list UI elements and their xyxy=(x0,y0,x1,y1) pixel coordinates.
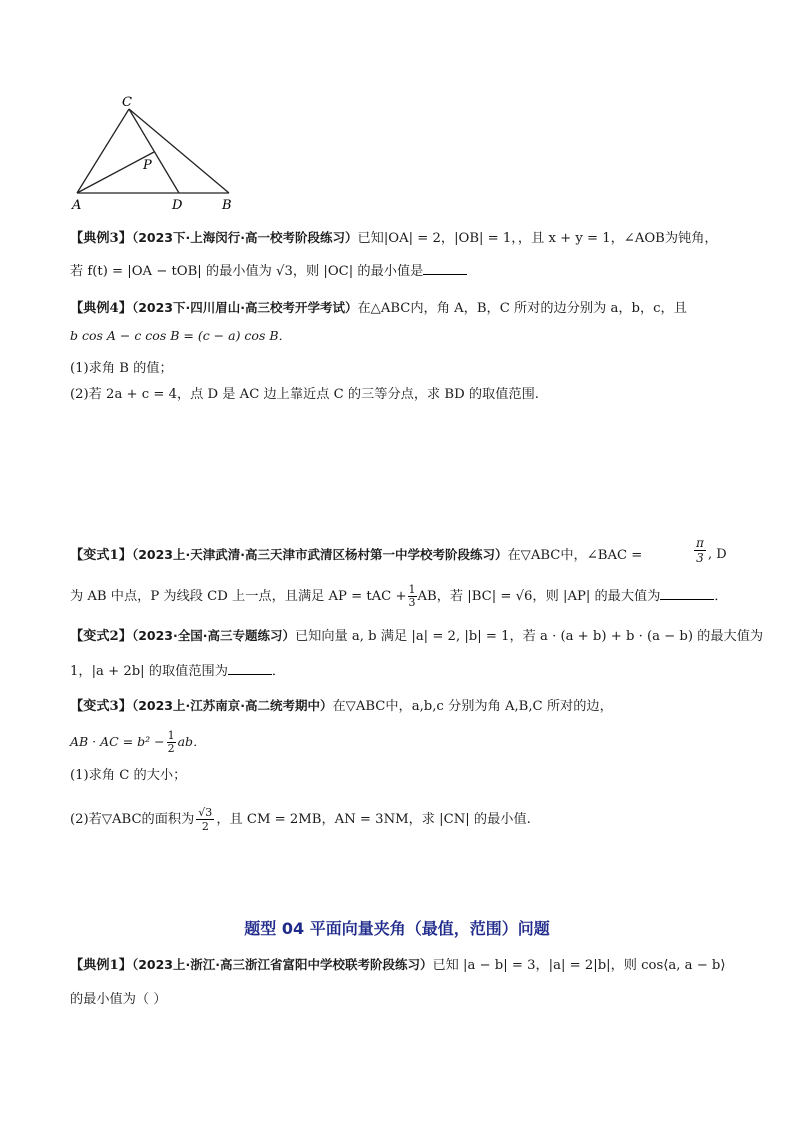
var3-tag: 【变式3】 xyxy=(70,699,132,714)
var3-q1 xyxy=(70,766,186,786)
ex3-tag: 【典例3】 xyxy=(70,231,132,246)
ex4-line1 xyxy=(70,298,687,319)
var3-text2a: AB · AC = b² − xyxy=(70,734,165,749)
var2-line1 xyxy=(70,626,763,647)
var1-text2end: ． xyxy=(714,589,728,604)
var1-fraction-pi-3 xyxy=(694,536,706,565)
ex4-source: （2023下·四川眉山·高三校考开学考试） xyxy=(131,300,358,315)
var1-line1 xyxy=(70,545,642,566)
ex3-line1 xyxy=(70,228,718,249)
ex4-line2 xyxy=(70,326,291,347)
ex3-text1: 已知|OA| = 2，|OB| = 1，，且 x + y = 1，∠AOB为钝角， xyxy=(357,231,718,246)
var3-frac-num: 1 xyxy=(167,729,175,742)
var3-frac xyxy=(167,730,176,755)
var3-text2b: ab． xyxy=(177,734,206,749)
var2-answer-blank[interactable] xyxy=(228,674,272,675)
var3-text1: 在▽ABC中，a,b,c 分别为角 A,B,C 所对的边， xyxy=(332,699,613,714)
var1-text2b: AB，若 |BC| = √6，则 |AP| 的最大值为 xyxy=(417,589,661,604)
var3-line1 xyxy=(70,696,613,717)
label-A: A xyxy=(72,198,82,212)
ex1-text1: 已知 |a − b| = 3，|a| = 2|b|，则 cos⟨a, a − b⟩ xyxy=(432,958,726,973)
var3-q2-frac-num: √3 xyxy=(198,806,213,819)
segment-CB xyxy=(129,109,229,193)
label-D: D xyxy=(172,198,183,212)
var1-frac-den: 3 xyxy=(696,551,704,565)
ex4-q2 xyxy=(70,385,539,405)
var1-frac-num: π xyxy=(694,536,706,551)
ex4-tag: 【典例4】 xyxy=(70,301,132,316)
var3-q1-text: (1)求角 C 的大小； xyxy=(70,768,187,783)
ex4-q1-text: (1)求角 B 的值； xyxy=(70,361,173,376)
var3-q2-frac-den: 2 xyxy=(201,820,209,833)
segment-CD xyxy=(129,109,179,193)
var1-line2 xyxy=(70,584,728,609)
var2-text2end: ． xyxy=(271,664,286,679)
ex4-q1 xyxy=(70,359,173,379)
var3-q2-text-a: (2)若▽ABC的面积为 xyxy=(70,812,195,827)
var3-line2 xyxy=(70,730,206,755)
var2-tag: 【变式2】 xyxy=(70,629,132,644)
label-B: B xyxy=(222,198,232,212)
var3-q2-frac xyxy=(196,806,214,833)
var1-text1b: , D xyxy=(708,547,727,562)
var2-text1: 已知向量 a, b 满足 |a| = 2, |b| = 1，若 a · (a + b) + b · (a − b) 的最大值为 xyxy=(294,629,764,644)
var3-q2 xyxy=(70,806,531,833)
var2-line2 xyxy=(70,662,285,682)
ex4-text1: 在△ABC内，角 A，B，C 所对的边分别为 a，b，c，且 xyxy=(357,301,687,316)
var1-tag: 【变式1】 xyxy=(70,548,132,563)
ex1-tag: 【典例1】 xyxy=(70,958,132,973)
var3-q2-text-b: ，且 CM = 2MB，AN = 3NM，求 |CN| 的最小值. xyxy=(216,812,531,827)
var1-answer-blank[interactable] xyxy=(660,599,714,600)
ex3-source: （2023下·上海闵行·高一校考阶段练习） xyxy=(131,230,358,245)
var1-frac2 xyxy=(408,584,417,609)
label-P: P xyxy=(143,158,152,173)
ex1-line2 xyxy=(70,990,167,1010)
var2-source: （2023·全国·高三专题练习） xyxy=(131,628,295,643)
ex3-text2: 若 f(t) = |OA − tOB| 的最小值为 √3，则 |OC| 的最小值是 xyxy=(70,264,424,279)
var3-frac-den: 2 xyxy=(167,742,175,755)
ex3-answer-blank[interactable] xyxy=(423,274,467,275)
triangle-figure xyxy=(68,92,248,212)
var1-frac2-num: 1 xyxy=(408,583,416,596)
section-title: 题型 04 平面向量夹角（最值，范围）问题 xyxy=(244,919,550,938)
ex3-line2 xyxy=(70,262,467,282)
segment-AC xyxy=(77,109,129,193)
ex4-q2-text: (2)若 2a + c = 4，点 D 是 AC 边上靠近点 C 的三等分点，求 BD 的取值范围. xyxy=(70,387,539,402)
ex4-equation: b cos A − c cos B = (c − a) cos B． xyxy=(70,328,292,343)
ex1-text2: 的最小值为（ ） xyxy=(70,992,167,1007)
ex1-line1 xyxy=(70,955,726,976)
label-C: C xyxy=(122,95,132,110)
var1-frac2-den: 3 xyxy=(408,596,416,609)
var2-text2a: 1，|a + 2b| 的取值范围为 xyxy=(70,664,228,679)
var1-source: （2023上·天津武清·高三天津市武清区杨村第一中学校考阶段练习） xyxy=(131,547,508,562)
var3-source: （2023上·江苏南京·高二统考期中） xyxy=(131,698,333,713)
ex1-source: （2023上·浙江·高三浙江省富阳中学校联考阶段练习） xyxy=(131,957,433,972)
var1-text1a: 在▽ABC中，∠BAC = xyxy=(507,548,643,563)
var1-text2a: 为 AB 中点，P 为线段 CD 上一点，且满足 AP = tAC + xyxy=(70,589,407,604)
